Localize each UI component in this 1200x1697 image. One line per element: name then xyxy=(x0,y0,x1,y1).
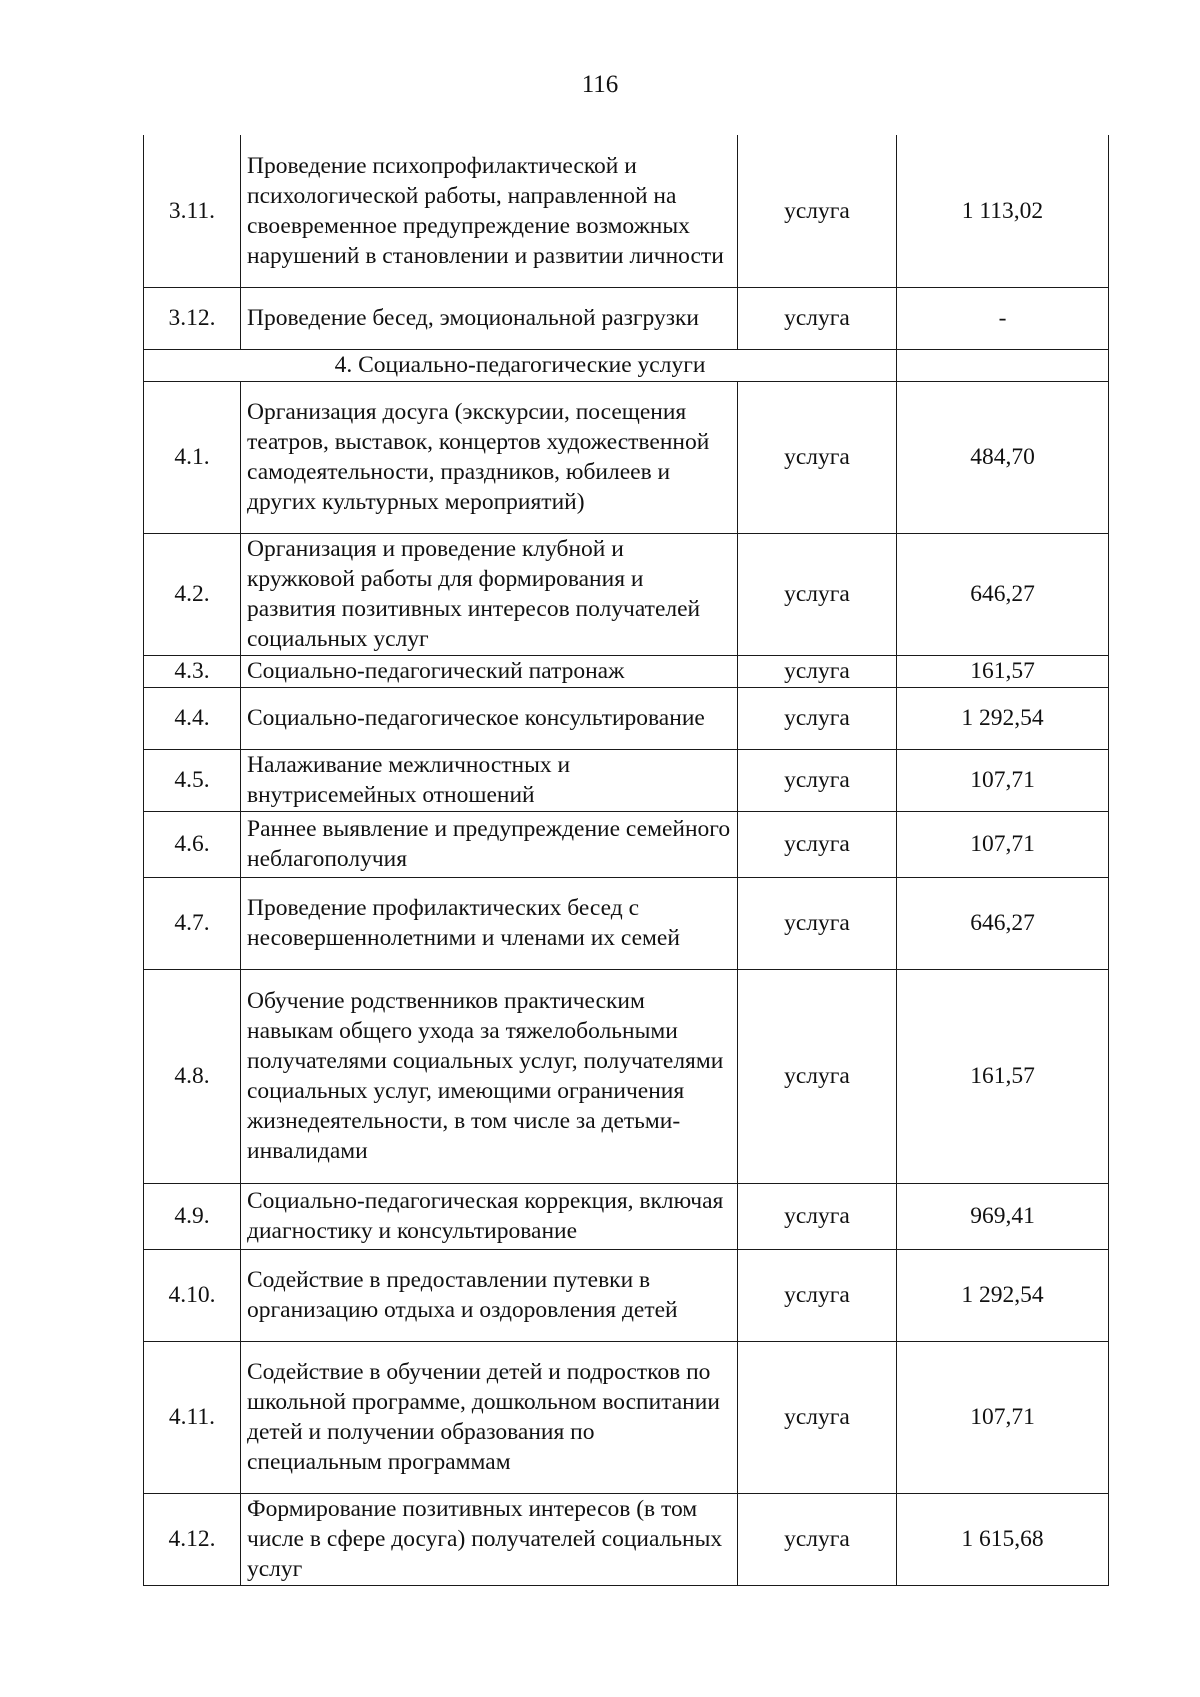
service-name: Проведение бесед, эмоциональной разгрузки xyxy=(241,287,738,349)
row-number: 3.12. xyxy=(144,287,241,349)
table-row xyxy=(144,287,1109,349)
section-title: 4. Социально-педагогические услуги xyxy=(144,349,897,381)
unit-of-measure: услуга xyxy=(738,969,897,1183)
table-row xyxy=(144,687,1109,749)
service-price: 1 292,54 xyxy=(897,1249,1109,1341)
service-name: Налаживание межличностных и внутрисемейных отношений xyxy=(241,749,738,811)
table-row xyxy=(144,533,1109,655)
unit-of-measure: услуга xyxy=(738,381,897,533)
service-price: 646,27 xyxy=(897,877,1109,969)
unit-of-measure: услуга xyxy=(738,1493,897,1585)
table-row xyxy=(144,1249,1109,1341)
row-number: 4.11. xyxy=(144,1341,241,1493)
row-number: 4.7. xyxy=(144,877,241,969)
table-row xyxy=(144,811,1109,877)
service-name: Содействие в обучении детей и подростков по школьной программе, дошкольном воспитании детей и получении образования по специальным программам xyxy=(241,1341,738,1493)
service-name: Организация и проведение клубной и кружковой работы для формирования и развития позитивных интересов получателей социальных услуг xyxy=(241,533,738,655)
table-row xyxy=(144,135,1109,287)
service-name: Обучение родственников практическим навыкам общего ухода за тяжелобольными получателями социальных услуг, получателями социальных услуг, имеющими ограничения жизнедеятельности, в том числе за детьми-инвалидами xyxy=(241,969,738,1183)
unit-of-measure: услуга xyxy=(738,1183,897,1249)
unit-of-measure: услуга xyxy=(738,877,897,969)
table-row xyxy=(144,655,1109,687)
table-row xyxy=(144,1493,1109,1585)
row-number: 4.1. xyxy=(144,381,241,533)
service-price: 161,57 xyxy=(897,969,1109,1183)
unit-of-measure: услуга xyxy=(738,811,897,877)
service-name: Социально-педагогическое консультирование xyxy=(241,687,738,749)
row-number: 4.3. xyxy=(144,655,241,687)
table-row xyxy=(144,749,1109,811)
row-number: 4.6. xyxy=(144,811,241,877)
unit-of-measure: услуга xyxy=(738,287,897,349)
service-name: Социально-педагогическая коррекция, включая диагностику и консультирование xyxy=(241,1183,738,1249)
table-row xyxy=(144,969,1109,1183)
service-price: 969,41 xyxy=(897,1183,1109,1249)
table-row xyxy=(144,1341,1109,1493)
unit-of-measure: услуга xyxy=(738,135,897,287)
row-number: 4.8. xyxy=(144,969,241,1183)
service-name: Организация досуга (экскурсии, посещения театров, выставок, концертов художественной самодеятельности, праздников, юбилеев и других культурных мероприятий) xyxy=(241,381,738,533)
service-price: 484,70 xyxy=(897,381,1109,533)
services-table-body xyxy=(144,135,1109,1585)
section-header-row xyxy=(144,349,1109,381)
row-number: 4.12. xyxy=(144,1493,241,1585)
service-name: Проведение профилактических бесед с несовершеннолетними и членами их семей xyxy=(241,877,738,969)
row-number: 4.2. xyxy=(144,533,241,655)
unit-of-measure: услуга xyxy=(738,655,897,687)
row-number: 4.9. xyxy=(144,1183,241,1249)
row-number: 4.4. xyxy=(144,687,241,749)
service-name: Проведение психопрофилактической и психологической работы, направленной на своевременное предупреждение возможных нарушений в становлении и развитии личности xyxy=(241,135,738,287)
service-name: Содействие в предоставлении путевки в организацию отдыха и оздоровления детей xyxy=(241,1249,738,1341)
service-price: 646,27 xyxy=(897,533,1109,655)
unit-of-measure: услуга xyxy=(738,749,897,811)
service-name: Формирование позитивных интересов (в том числе в сфере досуга) получателей социальных услуг xyxy=(241,1493,738,1585)
service-price: 1 615,68 xyxy=(897,1493,1109,1585)
unit-of-measure: услуга xyxy=(738,1249,897,1341)
services-price-table xyxy=(143,135,1109,1586)
table-row xyxy=(144,877,1109,969)
page-number: 116 xyxy=(581,71,619,98)
service-price: 107,71 xyxy=(897,749,1109,811)
service-price: 161,57 xyxy=(897,655,1109,687)
row-number: 3.11. xyxy=(144,135,241,287)
row-number: 4.5. xyxy=(144,749,241,811)
row-number: 4.10. xyxy=(144,1249,241,1341)
service-price: 1 113,02 xyxy=(897,135,1109,287)
service-name: Социально-педагогический патронаж xyxy=(241,655,738,687)
unit-of-measure: услуга xyxy=(738,687,897,749)
service-price: 107,71 xyxy=(897,1341,1109,1493)
service-price: - xyxy=(897,287,1109,349)
table-row xyxy=(144,381,1109,533)
service-price: 107,71 xyxy=(897,811,1109,877)
section-empty-cell xyxy=(897,349,1109,381)
table-row xyxy=(144,1183,1109,1249)
unit-of-measure: услуга xyxy=(738,533,897,655)
unit-of-measure: услуга xyxy=(738,1341,897,1493)
service-name: Раннее выявление и предупреждение семейного неблагополучия xyxy=(241,811,738,877)
service-price: 1 292,54 xyxy=(897,687,1109,749)
